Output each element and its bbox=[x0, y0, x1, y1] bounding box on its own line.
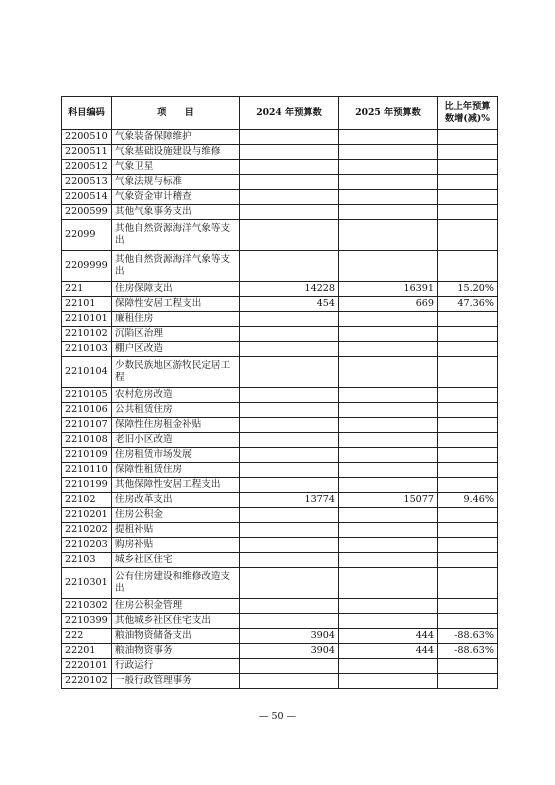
row-2024-budget bbox=[240, 568, 339, 599]
table-row bbox=[62, 478, 498, 493]
row-change-percent bbox=[438, 130, 498, 145]
row-2024-budget bbox=[240, 463, 339, 478]
row-2025-budget bbox=[339, 160, 438, 175]
row-code: 2210105 bbox=[62, 388, 112, 403]
row-2024-budget bbox=[240, 674, 339, 689]
row-2024-budget bbox=[240, 523, 339, 538]
table-row bbox=[62, 553, 498, 568]
row-2025-budget bbox=[339, 312, 438, 327]
row-item: 提租补贴 bbox=[112, 523, 240, 538]
row-item: 公有住房建设和维修改造支出 bbox=[112, 568, 240, 599]
row-2024-budget bbox=[240, 190, 339, 205]
row-code: 2210102 bbox=[62, 327, 112, 342]
row-2025-budget bbox=[339, 568, 438, 599]
table-row bbox=[62, 644, 498, 659]
row-code: 2220101 bbox=[62, 659, 112, 674]
row-code: 222 bbox=[62, 629, 112, 644]
row-2024-budget bbox=[240, 312, 339, 327]
table-row bbox=[62, 418, 498, 433]
row-2025-budget bbox=[339, 508, 438, 523]
row-item: 粮油物资储备支出 bbox=[112, 629, 240, 644]
row-item: 其他保障性安居工程支出 bbox=[112, 478, 240, 493]
row-2024-budget bbox=[240, 145, 339, 160]
row-item: 住房保障支出 bbox=[112, 282, 240, 297]
row-2024-budget bbox=[240, 403, 339, 418]
table-row bbox=[62, 508, 498, 523]
table-row bbox=[62, 327, 498, 342]
page-number: — 50 — bbox=[258, 711, 297, 722]
row-2025-budget bbox=[339, 659, 438, 674]
row-2025-budget bbox=[339, 553, 438, 568]
budget-table bbox=[61, 96, 498, 689]
row-2024-budget bbox=[240, 205, 339, 220]
row-code: 2210399 bbox=[62, 614, 112, 629]
row-change-percent bbox=[438, 478, 498, 493]
row-code: 2210202 bbox=[62, 523, 112, 538]
row-2024-budget bbox=[240, 538, 339, 553]
table-row bbox=[62, 312, 498, 327]
row-item: 一般行政管理事务 bbox=[112, 674, 240, 689]
row-2024-budget: 14228 bbox=[240, 282, 339, 297]
row-2024-budget bbox=[240, 418, 339, 433]
row-item: 行政运行 bbox=[112, 659, 240, 674]
row-2025-budget bbox=[339, 130, 438, 145]
row-code: 2200510 bbox=[62, 130, 112, 145]
row-change-percent bbox=[438, 433, 498, 448]
row-code: 2210101 bbox=[62, 312, 112, 327]
row-code: 2210199 bbox=[62, 478, 112, 493]
row-change-percent: -88.63% bbox=[438, 629, 498, 644]
row-2025-budget bbox=[339, 463, 438, 478]
row-code: 22201 bbox=[62, 644, 112, 659]
row-item: 气象资金审计稽查 bbox=[112, 190, 240, 205]
row-2025-budget bbox=[339, 418, 438, 433]
row-item: 住房公积金管理 bbox=[112, 599, 240, 614]
row-2025-budget bbox=[339, 251, 438, 282]
row-2025-budget bbox=[339, 220, 438, 251]
row-change-percent bbox=[438, 357, 498, 388]
row-code: 2210107 bbox=[62, 418, 112, 433]
row-item: 粮油物资事务 bbox=[112, 644, 240, 659]
row-change-percent bbox=[438, 388, 498, 403]
table-row bbox=[62, 205, 498, 220]
row-2025-budget: 15077 bbox=[339, 493, 438, 508]
row-2025-budget bbox=[339, 433, 438, 448]
table-row bbox=[62, 175, 498, 190]
table-row bbox=[62, 629, 498, 644]
row-change-percent: 15.20% bbox=[438, 282, 498, 297]
row-2024-budget bbox=[240, 175, 339, 190]
row-2024-budget bbox=[240, 659, 339, 674]
row-change-percent bbox=[438, 403, 498, 418]
row-change-percent bbox=[438, 175, 498, 190]
row-change-percent bbox=[438, 205, 498, 220]
row-change-percent bbox=[438, 327, 498, 342]
row-item: 住房改革支出 bbox=[112, 493, 240, 508]
table-row bbox=[62, 342, 498, 357]
table-row bbox=[62, 674, 498, 689]
row-change-percent: -88.63% bbox=[438, 644, 498, 659]
row-2025-budget: 444 bbox=[339, 629, 438, 644]
row-change-percent bbox=[438, 523, 498, 538]
row-2025-budget bbox=[339, 614, 438, 629]
row-2025-budget bbox=[339, 190, 438, 205]
row-change-percent bbox=[438, 145, 498, 160]
row-change-percent bbox=[438, 538, 498, 553]
row-2025-budget bbox=[339, 448, 438, 463]
row-code: 2210106 bbox=[62, 403, 112, 418]
table-row bbox=[62, 130, 498, 145]
table-row bbox=[62, 145, 498, 160]
table-row bbox=[62, 251, 498, 282]
row-change-percent bbox=[438, 508, 498, 523]
row-2025-budget bbox=[339, 523, 438, 538]
row-2025-budget bbox=[339, 599, 438, 614]
row-2025-budget bbox=[339, 327, 438, 342]
row-item: 少数民族地区游牧民定居工程 bbox=[112, 357, 240, 388]
row-2024-budget: 3904 bbox=[240, 644, 339, 659]
row-change-percent: 9.46% bbox=[438, 493, 498, 508]
row-2025-budget bbox=[339, 478, 438, 493]
table-row bbox=[62, 297, 498, 312]
row-item: 棚户区改造 bbox=[112, 342, 240, 357]
row-change-percent bbox=[438, 190, 498, 205]
row-code: 2200599 bbox=[62, 205, 112, 220]
table-row bbox=[62, 463, 498, 478]
header-2025-budget: 2025 年预算数 bbox=[339, 97, 438, 130]
row-2024-budget bbox=[240, 327, 339, 342]
table-row bbox=[62, 493, 498, 508]
row-2024-budget bbox=[240, 220, 339, 251]
row-code: 22101 bbox=[62, 297, 112, 312]
row-2024-budget bbox=[240, 553, 339, 568]
row-item: 其他自然资源海洋气象等支出 bbox=[112, 251, 240, 282]
table-row bbox=[62, 659, 498, 674]
row-2024-budget bbox=[240, 357, 339, 388]
table-row bbox=[62, 357, 498, 388]
row-change-percent: 47.36% bbox=[438, 297, 498, 312]
row-2025-budget bbox=[339, 342, 438, 357]
row-item: 老旧小区改造 bbox=[112, 433, 240, 448]
row-2025-budget bbox=[339, 538, 438, 553]
row-2024-budget: 3904 bbox=[240, 629, 339, 644]
row-change-percent bbox=[438, 614, 498, 629]
row-code: 2200513 bbox=[62, 175, 112, 190]
row-2025-budget: 669 bbox=[339, 297, 438, 312]
row-item: 保障性安居工程支出 bbox=[112, 297, 240, 312]
row-item: 气象法规与标准 bbox=[112, 175, 240, 190]
row-change-percent bbox=[438, 160, 498, 175]
header-code: 科目编码 bbox=[62, 97, 112, 130]
row-item: 住房租赁市场发展 bbox=[112, 448, 240, 463]
row-2025-budget bbox=[339, 205, 438, 220]
row-item: 农村危房改造 bbox=[112, 388, 240, 403]
row-2025-budget bbox=[339, 175, 438, 190]
table-row bbox=[62, 448, 498, 463]
row-change-percent bbox=[438, 463, 498, 478]
row-item: 住房公积金 bbox=[112, 508, 240, 523]
table-row bbox=[62, 433, 498, 448]
row-2024-budget bbox=[240, 599, 339, 614]
header-item: 项 目 bbox=[112, 97, 240, 130]
row-2025-budget bbox=[339, 357, 438, 388]
row-code: 2210104 bbox=[62, 357, 112, 388]
row-code: 221 bbox=[62, 282, 112, 297]
table-row bbox=[62, 388, 498, 403]
table-row bbox=[62, 614, 498, 629]
row-item: 其他城乡社区住宅支出 bbox=[112, 614, 240, 629]
row-change-percent bbox=[438, 342, 498, 357]
row-change-percent bbox=[438, 418, 498, 433]
row-2024-budget bbox=[240, 508, 339, 523]
row-item: 保障性租赁住房 bbox=[112, 463, 240, 478]
row-change-percent bbox=[438, 220, 498, 251]
row-change-percent bbox=[438, 312, 498, 327]
row-item: 公共租赁住房 bbox=[112, 403, 240, 418]
table-row bbox=[62, 160, 498, 175]
row-2025-budget bbox=[339, 674, 438, 689]
row-item: 保障性住房租金补贴 bbox=[112, 418, 240, 433]
row-code: 2210301 bbox=[62, 568, 112, 599]
table-row bbox=[62, 403, 498, 418]
row-2024-budget bbox=[240, 614, 339, 629]
row-code: 2209999 bbox=[62, 251, 112, 282]
row-code: 2210201 bbox=[62, 508, 112, 523]
table-row bbox=[62, 599, 498, 614]
table-row bbox=[62, 190, 498, 205]
row-2024-budget bbox=[240, 342, 339, 357]
row-2024-budget bbox=[240, 448, 339, 463]
row-code: 2210108 bbox=[62, 433, 112, 448]
row-item: 廉租住房 bbox=[112, 312, 240, 327]
table-row bbox=[62, 568, 498, 599]
row-item: 其他自然资源海洋气象等支出 bbox=[112, 220, 240, 251]
row-2024-budget bbox=[240, 160, 339, 175]
header-2024-budget: 2024 年预算数 bbox=[240, 97, 339, 130]
row-item: 购房补贴 bbox=[112, 538, 240, 553]
row-code: 22102 bbox=[62, 493, 112, 508]
table-row bbox=[62, 523, 498, 538]
table-row bbox=[62, 538, 498, 553]
row-change-percent bbox=[438, 599, 498, 614]
row-item: 沉陷区治理 bbox=[112, 327, 240, 342]
row-change-percent bbox=[438, 251, 498, 282]
row-item: 气象装备保障维护 bbox=[112, 130, 240, 145]
row-code: 2210103 bbox=[62, 342, 112, 357]
row-code: 22103 bbox=[62, 553, 112, 568]
row-item: 其他气象事务支出 bbox=[112, 205, 240, 220]
header-row bbox=[62, 97, 498, 130]
row-code: 2200512 bbox=[62, 160, 112, 175]
row-code: 2210109 bbox=[62, 448, 112, 463]
row-code: 2210203 bbox=[62, 538, 112, 553]
row-code: 2210110 bbox=[62, 463, 112, 478]
row-change-percent bbox=[438, 553, 498, 568]
row-code: 2220102 bbox=[62, 674, 112, 689]
row-item: 城乡社区住宅 bbox=[112, 553, 240, 568]
row-code: 22099 bbox=[62, 220, 112, 251]
row-2025-budget bbox=[339, 403, 438, 418]
row-item: 气象基础设施建设与维修 bbox=[112, 145, 240, 160]
row-2024-budget bbox=[240, 433, 339, 448]
table-row bbox=[62, 220, 498, 251]
row-code: 2200511 bbox=[62, 145, 112, 160]
row-change-percent bbox=[438, 448, 498, 463]
row-2025-budget: 444 bbox=[339, 644, 438, 659]
table-row bbox=[62, 282, 498, 297]
row-2024-budget bbox=[240, 388, 339, 403]
row-2024-budget bbox=[240, 251, 339, 282]
row-code: 2210302 bbox=[62, 599, 112, 614]
row-change-percent bbox=[438, 674, 498, 689]
row-2025-budget: 16391 bbox=[339, 282, 438, 297]
row-2025-budget bbox=[339, 145, 438, 160]
row-change-percent bbox=[438, 659, 498, 674]
row-2024-budget: 13774 bbox=[240, 493, 339, 508]
header-change-percent: 比上年预算数增(减)% bbox=[438, 97, 498, 130]
row-2025-budget bbox=[339, 388, 438, 403]
row-2024-budget bbox=[240, 478, 339, 493]
row-2024-budget: 454 bbox=[240, 297, 339, 312]
row-item: 气象卫星 bbox=[112, 160, 240, 175]
row-change-percent bbox=[438, 568, 498, 599]
row-code: 2200514 bbox=[62, 190, 112, 205]
row-2024-budget bbox=[240, 130, 339, 145]
